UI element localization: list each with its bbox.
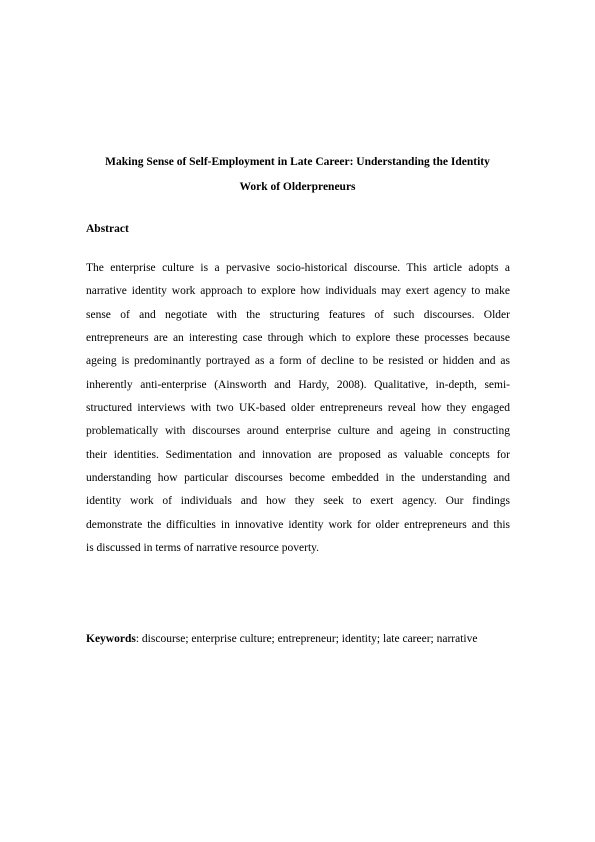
abstract-line: understanding how particular discourses become embedded in the understanding and <box>86 472 510 485</box>
abstract-line: problematically with discourses around enterprise culture and ageing in constructing <box>86 425 510 438</box>
abstract-line: sense of and negotiate with the structuring features of such discourses. Older <box>86 308 510 321</box>
abstract-line: identity work of individuals and how they seek to exert agency. Our findings <box>86 495 510 508</box>
abstract-line: ageing is predominantly portrayed as a form of decline to be resisted or hidden and as <box>86 355 510 368</box>
abstract-heading: Abstract <box>86 223 129 235</box>
abstract-line: inherently anti-enterprise (Ainsworth and Hardy, 2008). Qualitative, in-depth, semi- <box>86 378 510 391</box>
keywords <box>86 629 510 649</box>
keywords-list: : discourse; enterprise culture; entrepreneur; identity; late career; narrative <box>135 633 478 645</box>
abstract-line: structured interviews with two UK-based older entrepreneurs reveal how they engaged <box>86 402 510 415</box>
abstract-line: demonstrate the difficulties in innovative identity work for older entrepreneurs and this <box>86 518 510 531</box>
keywords-label: Keywords <box>86 633 136 645</box>
abstract-line: their identities. Sedimentation and innovation are proposed as valuable concepts for <box>86 448 510 461</box>
paper-title <box>70 150 525 200</box>
abstract-line: narrative identity work approach to explore how individuals may exert agency to make <box>86 285 510 298</box>
abstract-line: entrepreneurs are an interesting case through which to explore these processes because <box>86 332 510 345</box>
paper-title-line-1: Making Sense of Self-Employment in Late Career: Understanding the Identity <box>105 156 490 168</box>
abstract-line: The enterprise culture is a pervasive socio-historical discourse. This article adopts a <box>86 262 510 274</box>
paper-title-line-2: Work of Olderpreneurs <box>239 181 356 193</box>
abstract-body <box>86 257 510 560</box>
abstract-line: is discussed in terms of narrative resource poverty. <box>86 542 320 555</box>
